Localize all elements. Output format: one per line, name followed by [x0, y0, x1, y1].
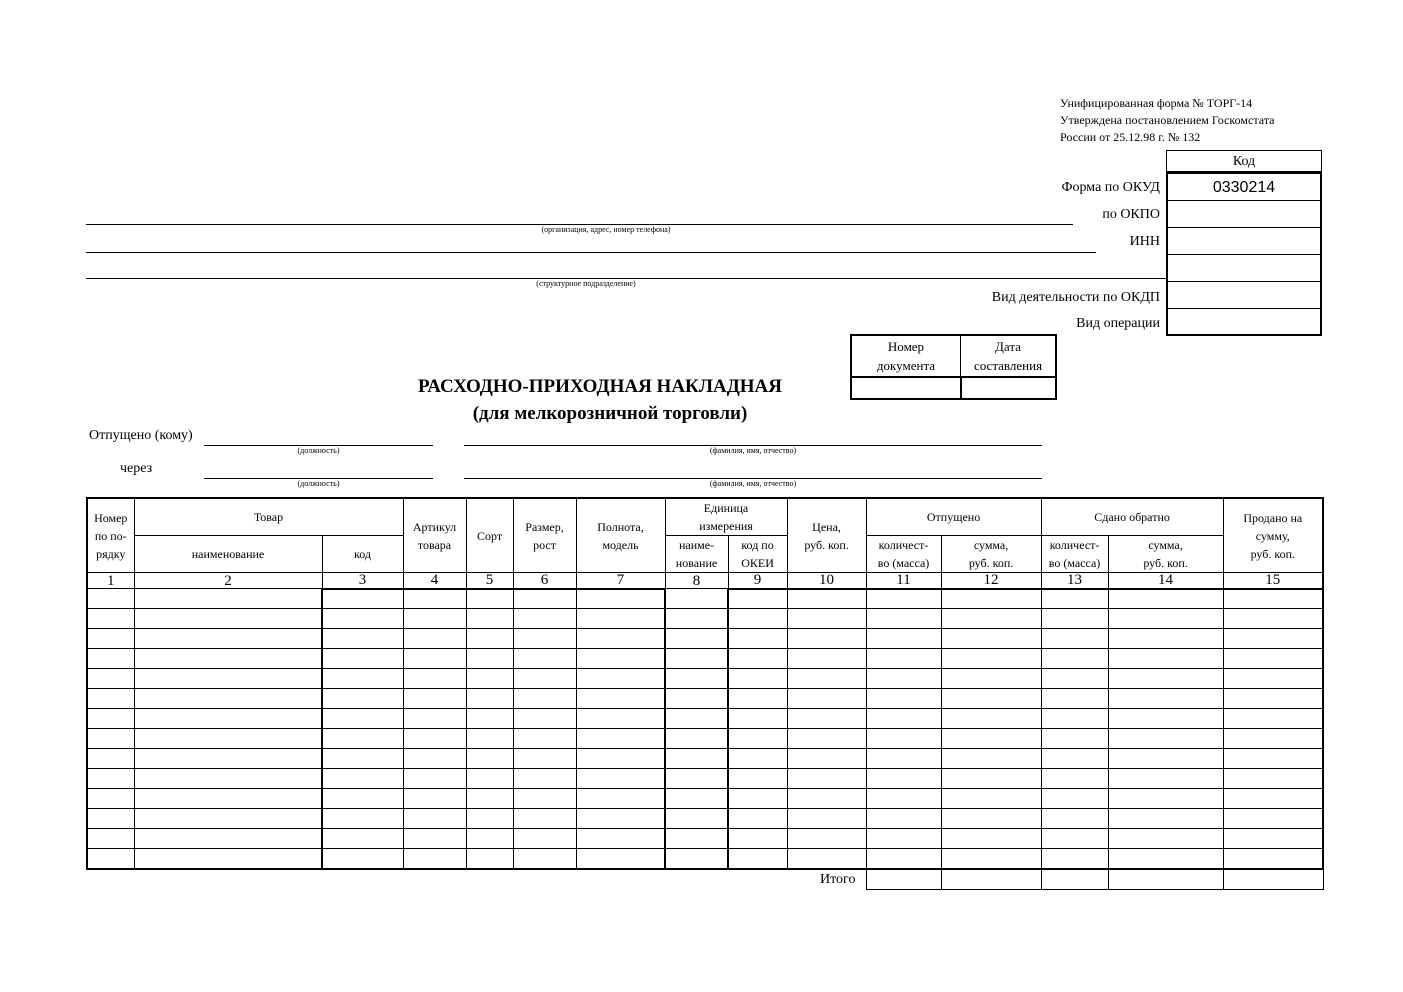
- operation-label: Вид операции: [1076, 316, 1160, 331]
- table-cell[interactable]: [728, 729, 787, 749]
- total-returned-sum[interactable]: [1109, 870, 1224, 890]
- table-cell[interactable]: [1108, 649, 1223, 669]
- header-released-qty: количест- во (масса): [866, 536, 941, 573]
- table-cell[interactable]: [1223, 709, 1323, 729]
- table-cell[interactable]: [866, 829, 941, 849]
- header-unit: Единица измерения: [665, 498, 787, 536]
- table-cell[interactable]: [513, 729, 576, 749]
- table-cell[interactable]: [787, 829, 866, 849]
- table-cell[interactable]: [134, 849, 322, 869]
- table-cell[interactable]: [665, 649, 728, 669]
- table-cell[interactable]: [1041, 809, 1108, 829]
- department-caption: (структурное подразделение): [536, 279, 636, 288]
- table-cell[interactable]: [134, 609, 322, 629]
- header-price: Цена, руб. коп.: [787, 498, 866, 573]
- table-cell[interactable]: [866, 589, 941, 609]
- table-cell[interactable]: [787, 769, 866, 789]
- table-cell[interactable]: [403, 729, 466, 749]
- table-cell[interactable]: [866, 689, 941, 709]
- table-cell[interactable]: [1041, 829, 1108, 849]
- table-cell[interactable]: [466, 789, 513, 809]
- through-position-caption: (должность): [297, 479, 340, 488]
- column-number: 1: [87, 573, 134, 589]
- table-cell[interactable]: [866, 849, 941, 869]
- table-cell[interactable]: [322, 829, 403, 849]
- table-cell[interactable]: [134, 669, 322, 689]
- table-cell[interactable]: [403, 629, 466, 649]
- header-goods-name: наименование: [134, 536, 322, 573]
- table-cell[interactable]: [403, 789, 466, 809]
- code-box: [1166, 172, 1322, 336]
- table-cell[interactable]: [866, 769, 941, 789]
- table-cell[interactable]: [866, 709, 941, 729]
- header-sold: Продано на сумму, руб. коп.: [1223, 498, 1323, 573]
- table-cell[interactable]: [941, 589, 1041, 609]
- table-cell[interactable]: [1223, 589, 1323, 609]
- table-cell[interactable]: [866, 609, 941, 629]
- table-row: [87, 789, 1323, 809]
- form-header-line-2: Утверждена постановлением Госкомстата: [1060, 113, 1275, 127]
- header-released: Отпущено: [866, 498, 1041, 536]
- table-cell[interactable]: [134, 649, 322, 669]
- table-cell[interactable]: [403, 849, 466, 869]
- table-cell[interactable]: [941, 609, 1041, 629]
- table-row: [87, 629, 1323, 649]
- table-cell[interactable]: [787, 849, 866, 869]
- table-cell[interactable]: [513, 589, 576, 609]
- through-label: через: [120, 461, 153, 476]
- okud-label: Форма по ОКУД: [1061, 180, 1160, 195]
- header-released-sum: сумма, руб. коп.: [941, 536, 1041, 573]
- header-article: Артикул товара: [403, 498, 466, 573]
- table-cell[interactable]: [665, 669, 728, 689]
- table-cell[interactable]: [513, 709, 576, 729]
- table-cell[interactable]: [1108, 669, 1223, 689]
- table-cell[interactable]: [665, 849, 728, 869]
- table-cell[interactable]: [866, 809, 941, 829]
- table-row: [87, 589, 1323, 609]
- table-cell[interactable]: [1041, 709, 1108, 729]
- table-cell[interactable]: [322, 589, 403, 609]
- table-cell[interactable]: [403, 689, 466, 709]
- table-cell[interactable]: [1041, 689, 1108, 709]
- table-cell[interactable]: [941, 689, 1041, 709]
- table-cell[interactable]: [513, 669, 576, 689]
- doc-date-header: Дата составления: [961, 335, 1057, 377]
- table-cell[interactable]: [665, 609, 728, 629]
- table-cell[interactable]: [322, 809, 403, 829]
- table-cell[interactable]: [941, 669, 1041, 689]
- table-cell[interactable]: [134, 769, 322, 789]
- table-row: [87, 809, 1323, 829]
- inn-label: ИНН: [1129, 234, 1160, 249]
- table-row: [87, 649, 1323, 669]
- table-cell[interactable]: [941, 629, 1041, 649]
- table-cell[interactable]: [1223, 789, 1323, 809]
- header-row-number: Номер по по- рядку: [87, 498, 134, 573]
- table-cell[interactable]: [1108, 709, 1223, 729]
- table-cell[interactable]: [87, 669, 134, 689]
- table-cell[interactable]: [1041, 789, 1108, 809]
- table-cell[interactable]: [1223, 829, 1323, 849]
- header-returned: Сдано обратно: [1041, 498, 1223, 536]
- table-cell[interactable]: [576, 769, 665, 789]
- table-cell[interactable]: [322, 709, 403, 729]
- organization-caption: (организация, адрес, номер телефона): [541, 225, 671, 234]
- table-cell[interactable]: [403, 669, 466, 689]
- table-cell[interactable]: [866, 649, 941, 669]
- total-returned-qty[interactable]: [1042, 870, 1109, 890]
- table-cell[interactable]: [1223, 749, 1323, 769]
- table-cell[interactable]: [941, 829, 1041, 849]
- table-cell[interactable]: [1223, 629, 1323, 649]
- document-title: РАСХОДНО-ПРИХОДНАЯ НАКЛАДНАЯ: [418, 376, 782, 397]
- table-cell[interactable]: [576, 749, 665, 769]
- column-number: 15: [1223, 573, 1323, 589]
- total-released-sum[interactable]: [942, 870, 1042, 890]
- table-cell[interactable]: [1041, 729, 1108, 749]
- table-cell[interactable]: [134, 629, 322, 649]
- table-cell[interactable]: [87, 809, 134, 829]
- table-cell[interactable]: [403, 709, 466, 729]
- table-cell[interactable]: [134, 789, 322, 809]
- inn-code-field[interactable]: [1168, 228, 1320, 255]
- table-cell[interactable]: [466, 829, 513, 849]
- table-cell[interactable]: [513, 749, 576, 769]
- table-row: [87, 709, 1323, 729]
- table-cell[interactable]: [787, 589, 866, 609]
- table-cell[interactable]: [1223, 649, 1323, 669]
- table-cell[interactable]: [941, 749, 1041, 769]
- released-to-label: Отпущено (кому): [89, 428, 193, 443]
- table-cell[interactable]: [322, 609, 403, 629]
- doc-number-field[interactable]: [851, 377, 961, 399]
- table-cell[interactable]: [576, 729, 665, 749]
- form-header-line-1: Унифицированная форма № ТОРГ-14: [1060, 96, 1253, 110]
- table-cell[interactable]: [403, 609, 466, 629]
- table-row: [87, 609, 1323, 629]
- document-number-date-box: [850, 334, 1057, 400]
- table-cell[interactable]: [466, 709, 513, 729]
- table-cell[interactable]: [941, 789, 1041, 809]
- table-cell[interactable]: [1108, 689, 1223, 709]
- table-cell[interactable]: [134, 749, 322, 769]
- table-cell[interactable]: [87, 589, 134, 609]
- column-number: 8: [665, 573, 728, 589]
- table-cell[interactable]: [787, 629, 866, 649]
- table-cell[interactable]: [728, 609, 787, 629]
- table-cell[interactable]: [866, 789, 941, 809]
- table-cell[interactable]: [1108, 589, 1223, 609]
- table-cell[interactable]: [728, 589, 787, 609]
- released-position-caption: (должность): [297, 446, 340, 455]
- table-cell[interactable]: [322, 849, 403, 869]
- table-cell[interactable]: [1223, 689, 1323, 709]
- column-numbers-row: [87, 573, 1323, 589]
- table-cell[interactable]: [576, 629, 665, 649]
- table-cell[interactable]: [665, 689, 728, 709]
- table-cell[interactable]: [466, 769, 513, 789]
- table-cell[interactable]: [665, 749, 728, 769]
- table-cell[interactable]: [787, 649, 866, 669]
- table-cell[interactable]: [322, 749, 403, 769]
- column-number: 12: [941, 573, 1041, 589]
- table-cell[interactable]: [728, 769, 787, 789]
- table-cell[interactable]: [1108, 769, 1223, 789]
- table-cell[interactable]: [322, 689, 403, 709]
- table-cell[interactable]: [513, 609, 576, 629]
- table-cell[interactable]: [1223, 809, 1323, 829]
- table-cell[interactable]: [1108, 829, 1223, 849]
- table-cell[interactable]: [1223, 769, 1323, 789]
- header-returned-sum: сумма, руб. коп.: [1108, 536, 1223, 573]
- table-cell[interactable]: [728, 749, 787, 769]
- column-number: 11: [866, 573, 941, 589]
- table-cell[interactable]: [728, 669, 787, 689]
- column-number: 14: [1108, 573, 1223, 589]
- header-goods-code: код: [322, 536, 403, 573]
- table-cell[interactable]: [576, 589, 665, 609]
- table-cell[interactable]: [466, 729, 513, 749]
- okud-code-field[interactable]: 0330214: [1168, 174, 1320, 201]
- table-cell[interactable]: [787, 789, 866, 809]
- table-cell[interactable]: [576, 649, 665, 669]
- table-cell[interactable]: [513, 689, 576, 709]
- table-row: [87, 769, 1323, 789]
- table-cell[interactable]: [1108, 749, 1223, 769]
- table-cell[interactable]: [941, 809, 1041, 829]
- table-cell[interactable]: [665, 829, 728, 849]
- table-cell[interactable]: [1223, 609, 1323, 629]
- table-cell[interactable]: [322, 789, 403, 809]
- table-cell[interactable]: [513, 649, 576, 669]
- table-cell[interactable]: [403, 769, 466, 789]
- table-cell[interactable]: [1108, 809, 1223, 829]
- table-cell[interactable]: [466, 669, 513, 689]
- okdp-label: Вид деятельности по ОКДП: [991, 290, 1160, 305]
- table-cell[interactable]: [134, 809, 322, 829]
- table-cell[interactable]: [466, 629, 513, 649]
- table-cell[interactable]: [728, 709, 787, 729]
- table-cell[interactable]: [665, 729, 728, 749]
- table-cell[interactable]: [466, 589, 513, 609]
- table-cell[interactable]: [576, 829, 665, 849]
- table-cell[interactable]: [728, 809, 787, 829]
- totals-row: [866, 869, 1324, 890]
- table-cell[interactable]: [87, 849, 134, 869]
- table-row: [87, 849, 1323, 869]
- table-cell[interactable]: [787, 729, 866, 749]
- column-number: 7: [576, 573, 665, 589]
- table-cell[interactable]: [1041, 609, 1108, 629]
- table-cell[interactable]: [665, 629, 728, 649]
- table-cell[interactable]: [665, 589, 728, 609]
- table-cell[interactable]: [728, 649, 787, 669]
- column-number: 3: [322, 573, 403, 589]
- table-cell[interactable]: [1041, 649, 1108, 669]
- total-sold-sum[interactable]: [1224, 870, 1324, 890]
- table-row: [87, 669, 1323, 689]
- table-cell[interactable]: [787, 609, 866, 629]
- table-cell[interactable]: [87, 769, 134, 789]
- table-cell[interactable]: [134, 589, 322, 609]
- table-cell[interactable]: [1223, 729, 1323, 749]
- table-cell[interactable]: [403, 589, 466, 609]
- table-cell[interactable]: [403, 649, 466, 669]
- table-cell[interactable]: [87, 749, 134, 769]
- table-cell[interactable]: [1041, 589, 1108, 609]
- table-cell[interactable]: [1041, 749, 1108, 769]
- table-cell[interactable]: [728, 789, 787, 809]
- table-row: [87, 729, 1323, 749]
- table-cell[interactable]: [787, 809, 866, 829]
- table-cell[interactable]: [1223, 849, 1323, 869]
- table-cell[interactable]: [665, 769, 728, 789]
- table-cell[interactable]: [322, 649, 403, 669]
- table-cell[interactable]: [576, 709, 665, 729]
- table-cell[interactable]: [466, 689, 513, 709]
- table-cell[interactable]: [576, 609, 665, 629]
- column-number: 5: [466, 573, 513, 589]
- okpo-code-field[interactable]: [1168, 201, 1320, 228]
- table-cell[interactable]: [941, 709, 1041, 729]
- operation-code-field[interactable]: [1168, 309, 1320, 333]
- okpo-label: по ОКПО: [1102, 207, 1160, 222]
- table-cell[interactable]: [466, 649, 513, 669]
- table-cell[interactable]: [87, 689, 134, 709]
- table-cell[interactable]: [134, 709, 322, 729]
- total-label: Итого: [820, 872, 856, 887]
- table-cell[interactable]: [866, 629, 941, 649]
- table-cell[interactable]: [866, 729, 941, 749]
- table-cell[interactable]: [466, 609, 513, 629]
- table-cell[interactable]: [1108, 729, 1223, 749]
- table-cell[interactable]: [466, 809, 513, 829]
- table-cell[interactable]: [87, 629, 134, 649]
- table-cell[interactable]: [576, 669, 665, 689]
- table-cell[interactable]: [87, 729, 134, 749]
- table-cell[interactable]: [728, 629, 787, 649]
- table-row: [87, 749, 1323, 769]
- table-cell[interactable]: [322, 769, 403, 789]
- table-cell[interactable]: [1108, 609, 1223, 629]
- table-cell[interactable]: [513, 789, 576, 809]
- header-goods: Товар: [134, 498, 403, 536]
- table-cell[interactable]: [87, 829, 134, 849]
- table-cell[interactable]: [866, 669, 941, 689]
- table-cell[interactable]: [513, 769, 576, 789]
- table-cell[interactable]: [787, 669, 866, 689]
- table-cell[interactable]: [134, 829, 322, 849]
- table-cell[interactable]: [576, 789, 665, 809]
- okdp-code-field[interactable]: [1168, 282, 1320, 309]
- table-cell[interactable]: [87, 789, 134, 809]
- form-header-line-3: России от 25.12.98 г. № 132: [1060, 130, 1201, 144]
- table-cell[interactable]: [728, 829, 787, 849]
- table-cell[interactable]: [322, 729, 403, 749]
- table-cell[interactable]: [513, 809, 576, 829]
- table-row: [87, 829, 1323, 849]
- code-column-head: Код: [1166, 150, 1322, 172]
- header-unit-okei: код по ОКЕИ: [728, 536, 787, 573]
- table-cell[interactable]: [134, 729, 322, 749]
- table-cell[interactable]: [787, 709, 866, 729]
- table-cell[interactable]: [941, 849, 1041, 869]
- table-cell[interactable]: [728, 849, 787, 869]
- column-number: 13: [1041, 573, 1108, 589]
- table-cell[interactable]: [87, 609, 134, 629]
- table-cell[interactable]: [403, 829, 466, 849]
- released-name-caption: (фамилия, имя, отчество): [709, 446, 797, 455]
- column-number: 2: [134, 573, 322, 589]
- table-cell[interactable]: [941, 649, 1041, 669]
- doc-number-header: Номер документа: [851, 335, 961, 377]
- table-cell[interactable]: [403, 749, 466, 769]
- header-returned-qty: количест- во (масса): [1041, 536, 1108, 573]
- header-size: Размер, рост: [513, 498, 576, 573]
- table-cell[interactable]: [513, 629, 576, 649]
- table-cell[interactable]: [134, 689, 322, 709]
- table-cell[interactable]: [1041, 769, 1108, 789]
- table-cell[interactable]: [576, 809, 665, 829]
- table-cell[interactable]: [1108, 789, 1223, 809]
- table-cell[interactable]: [576, 849, 665, 869]
- table-cell[interactable]: [787, 689, 866, 709]
- table-cell[interactable]: [87, 649, 134, 669]
- document-subtitle: (для мелкорозничной торговли): [472, 403, 748, 424]
- header-fullness: Полнота, модель: [576, 498, 665, 573]
- table-cell[interactable]: [941, 729, 1041, 749]
- table-cell[interactable]: [322, 669, 403, 689]
- table-cell[interactable]: [403, 809, 466, 829]
- header-unit-name: наиме- нование: [665, 536, 728, 573]
- table-cell[interactable]: [466, 749, 513, 769]
- organization-line-2[interactable]: [86, 252, 1096, 253]
- table-cell[interactable]: [1108, 629, 1223, 649]
- table-cell[interactable]: [1108, 849, 1223, 869]
- extra-code-field[interactable]: [1168, 255, 1320, 282]
- table-cell[interactable]: [513, 849, 576, 869]
- table-cell[interactable]: [1223, 669, 1323, 689]
- table-row: [87, 689, 1323, 709]
- column-number: 6: [513, 573, 576, 589]
- table-cell[interactable]: [665, 809, 728, 829]
- table-cell[interactable]: [513, 829, 576, 849]
- column-number: 9: [728, 573, 787, 589]
- table-cell[interactable]: [665, 789, 728, 809]
- table-cell[interactable]: [576, 689, 665, 709]
- table-cell[interactable]: [466, 849, 513, 869]
- table-cell[interactable]: [322, 629, 403, 649]
- column-number: 10: [787, 573, 866, 589]
- table-cell[interactable]: [1041, 669, 1108, 689]
- table-cell[interactable]: [665, 709, 728, 729]
- table-cell[interactable]: [1041, 849, 1108, 869]
- total-released-qty[interactable]: [867, 870, 942, 890]
- table-cell[interactable]: [941, 769, 1041, 789]
- doc-date-field[interactable]: [961, 377, 1057, 399]
- header-grade: Сорт: [466, 498, 513, 573]
- table-cell[interactable]: [728, 689, 787, 709]
- table-cell[interactable]: [87, 709, 134, 729]
- table-cell[interactable]: [787, 749, 866, 769]
- goods-table: [86, 497, 1324, 870]
- through-name-caption: (фамилия, имя, отчество): [709, 479, 797, 488]
- column-number: 4: [403, 573, 466, 589]
- table-cell[interactable]: [866, 749, 941, 769]
- table-cell[interactable]: [1041, 629, 1108, 649]
